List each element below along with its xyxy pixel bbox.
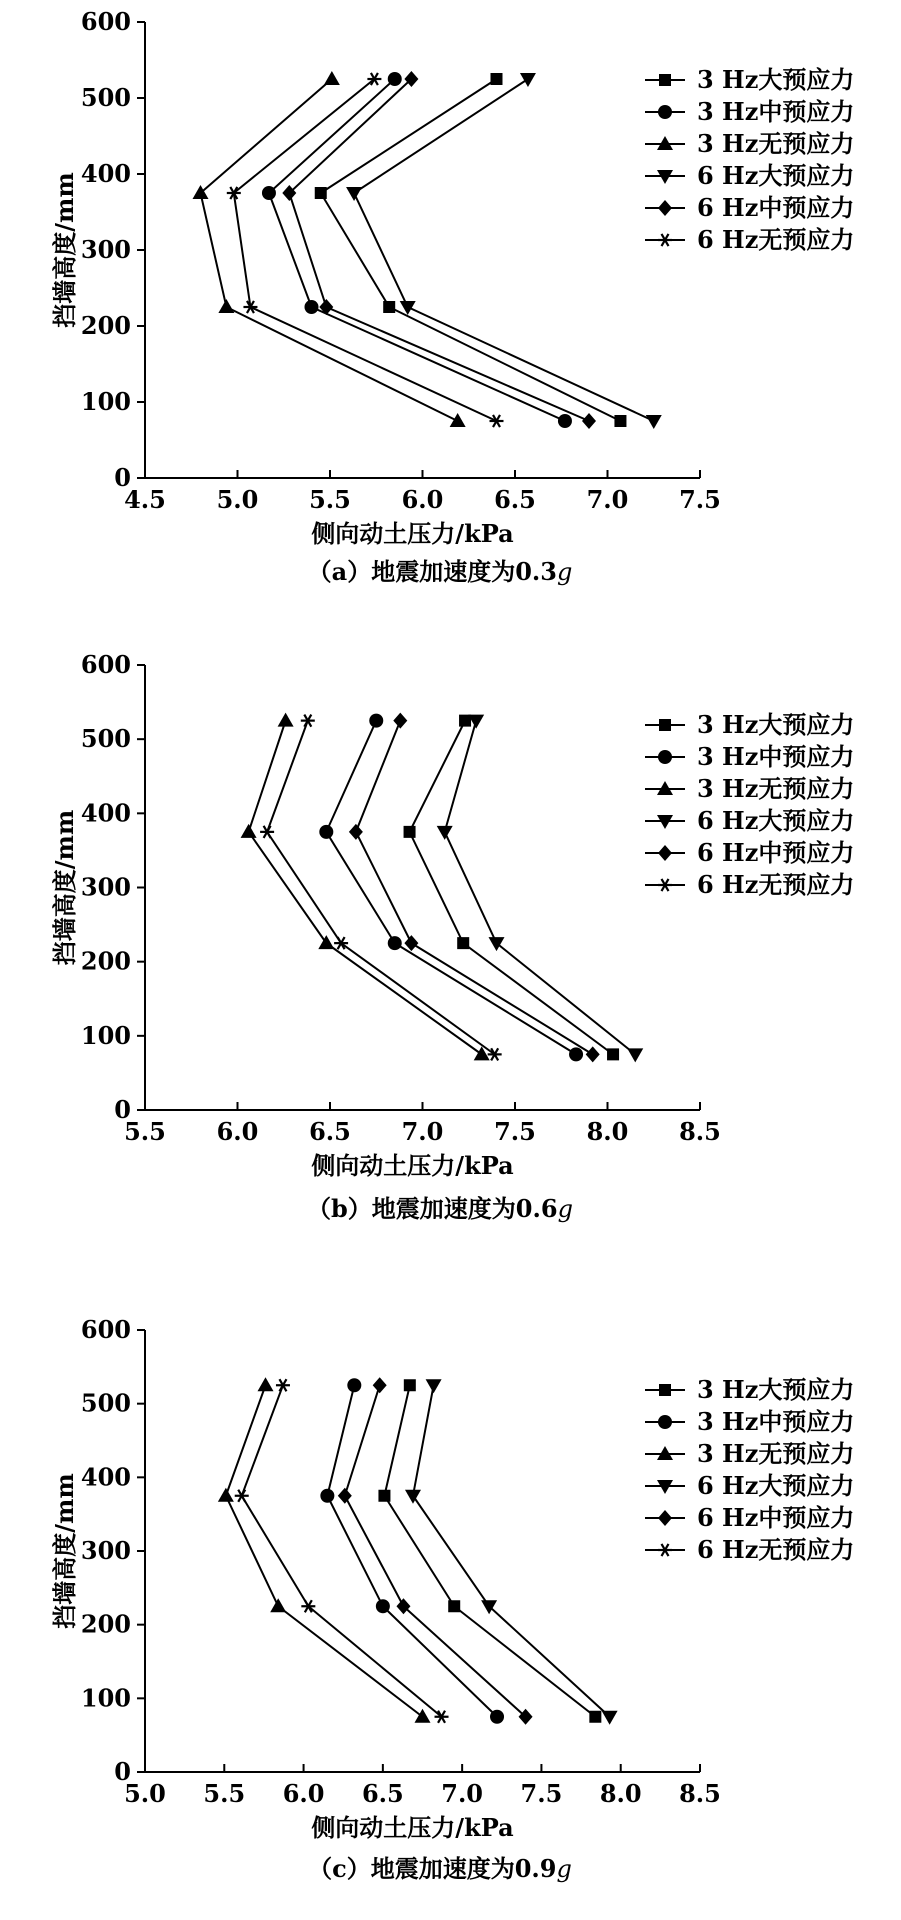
- data-point: [270, 1598, 286, 1612]
- legend-entry: [645, 1439, 854, 1468]
- x-tick-label: 6.0: [216, 1117, 259, 1146]
- data-point: [457, 937, 469, 949]
- caption-text: （b）地震加速度为0.6: [307, 1194, 558, 1223]
- caption-text: （c）地震加速度为0.9: [308, 1854, 557, 1883]
- y-tick-label: 500: [80, 724, 131, 754]
- x-axis-label: 侧向动土压力/kPa: [311, 1151, 514, 1180]
- legend-marker: [658, 1510, 672, 1526]
- data-point: [373, 1377, 387, 1393]
- legend-label: 3 Hz无预应力: [697, 129, 855, 158]
- data-point: [450, 413, 466, 427]
- data-point: [383, 301, 395, 313]
- y-tick-label: 600: [80, 650, 131, 679]
- legend-entry: [645, 161, 854, 190]
- legend-marker: [658, 200, 672, 216]
- chart-panel-a: [50, 7, 854, 586]
- legend-label: 3 Hz无预应力: [697, 1439, 855, 1468]
- data-point: [376, 1599, 390, 1613]
- series-line: [354, 79, 654, 421]
- y-tick-label: 300: [80, 235, 131, 264]
- legend-entry: [645, 870, 854, 899]
- caption-italic-g: g: [556, 1855, 572, 1883]
- data-point: [346, 187, 362, 201]
- data-point: [404, 826, 416, 838]
- y-tick-label: 0: [114, 1095, 131, 1124]
- data-point: [607, 1048, 619, 1060]
- data-point: [347, 1378, 361, 1392]
- legend-entry: [645, 806, 854, 835]
- legend-label: 6 Hz无预应力: [697, 225, 855, 254]
- y-tick-label: 400: [80, 159, 131, 188]
- legend: [645, 1375, 854, 1564]
- data-point: [320, 1489, 334, 1503]
- series-2: [218, 1377, 431, 1723]
- x-tick-label: 6.5: [361, 1779, 404, 1808]
- data-point: [582, 413, 596, 429]
- data-point: [218, 1488, 234, 1502]
- x-tick-label: 7.5: [520, 1779, 563, 1808]
- legend-entry: [645, 1535, 854, 1564]
- data-point: [315, 187, 327, 199]
- series-line: [345, 1385, 526, 1717]
- data-point: [349, 824, 363, 840]
- legend-marker: [659, 74, 671, 86]
- legend-label: 3 Hz中预应力: [697, 742, 855, 771]
- y-tick-label: 400: [80, 1462, 131, 1492]
- data-point: [276, 1379, 290, 1391]
- series-3: [437, 715, 644, 1063]
- legend-entry: [645, 193, 854, 222]
- legend-entry: [645, 710, 854, 739]
- series-line: [356, 721, 593, 1055]
- data-point: [262, 186, 276, 200]
- legend-label: 6 Hz大预应力: [697, 1471, 855, 1500]
- series-line: [413, 1385, 610, 1717]
- data-point: [318, 935, 334, 949]
- y-tick-label: 0: [114, 463, 131, 492]
- data-point: [393, 713, 407, 729]
- legend-label: 6 Hz中预应力: [697, 1503, 855, 1532]
- y-tick-label: 600: [80, 1315, 131, 1344]
- data-point: [319, 299, 333, 315]
- x-tick-label: 8.0: [586, 1117, 629, 1146]
- legend-label: 3 Hz大预应力: [697, 710, 855, 739]
- series-3: [405, 1379, 618, 1725]
- legend: [645, 65, 854, 254]
- legend-label: 3 Hz大预应力: [697, 65, 855, 94]
- series-line: [445, 721, 636, 1055]
- legend-marker: [658, 879, 672, 891]
- legend-marker: [658, 1544, 672, 1556]
- legend-label: 6 Hz中预应力: [697, 193, 855, 222]
- data-point: [241, 824, 257, 838]
- x-tick-label: 8.0: [599, 1779, 642, 1808]
- data-point: [404, 1379, 416, 1391]
- legend-entry: [645, 838, 854, 867]
- series-0: [404, 715, 620, 1061]
- data-point: [614, 415, 626, 427]
- legend-entry: [645, 1375, 854, 1404]
- legend-label: 6 Hz无预应力: [697, 870, 855, 899]
- x-axis-label: 侧向动土压力/kPa: [311, 1813, 514, 1842]
- x-tick-label: 7.0: [586, 485, 629, 514]
- legend-label: 6 Hz中预应力: [697, 838, 855, 867]
- legend-marker: [658, 234, 672, 246]
- series-4: [349, 713, 600, 1063]
- x-tick-label: 8.5: [679, 1117, 721, 1146]
- y-axis-label: 挡墙高度/mm: [50, 809, 79, 966]
- y-tick-label: 100: [80, 1683, 131, 1713]
- data-point: [324, 71, 340, 85]
- x-tick-label: 5.5: [309, 485, 351, 514]
- data-point: [491, 73, 503, 85]
- legend-entry: [645, 65, 854, 94]
- x-tick-label: 5.0: [216, 485, 259, 514]
- x-tick-label: 5.5: [203, 1779, 246, 1808]
- data-point: [235, 1490, 249, 1502]
- data-point: [388, 72, 402, 86]
- data-point: [602, 1711, 618, 1725]
- legend-marker: [658, 1415, 672, 1429]
- data-point: [319, 825, 333, 839]
- legend-entry: [645, 129, 854, 158]
- y-tick-label: 200: [80, 946, 131, 976]
- data-point: [586, 1046, 600, 1062]
- legend-marker: [659, 1384, 671, 1396]
- panel-caption: [308, 1854, 572, 1883]
- legend-entry: [645, 97, 854, 126]
- series-line: [384, 1385, 595, 1717]
- x-tick-label: 7.0: [441, 1779, 484, 1808]
- chart-panel-b: [50, 650, 854, 1223]
- series-4: [338, 1377, 533, 1725]
- data-point: [589, 1711, 601, 1723]
- legend-entry: [645, 774, 854, 803]
- data-point: [260, 826, 274, 838]
- x-tick-label: 6.0: [401, 485, 444, 514]
- legend-marker: [658, 845, 672, 861]
- legend-label: 6 Hz大预应力: [697, 161, 855, 190]
- legend-label: 3 Hz大预应力: [697, 1375, 855, 1404]
- data-point: [646, 415, 662, 429]
- x-axis-label: 侧向动土压力/kPa: [311, 519, 514, 548]
- panel-caption: [308, 557, 573, 586]
- series-1: [319, 714, 583, 1062]
- y-tick-label: 200: [80, 1609, 131, 1639]
- data-point: [405, 1490, 421, 1504]
- legend-entry: [645, 1503, 854, 1532]
- x-tick-label: 5.5: [124, 1117, 166, 1146]
- data-point: [490, 1710, 504, 1724]
- y-tick-label: 400: [80, 798, 131, 828]
- data-point: [415, 1709, 431, 1723]
- data-point: [258, 1377, 274, 1391]
- legend-label: 6 Hz无预应力: [697, 1535, 855, 1564]
- y-tick-label: 0: [114, 1757, 131, 1786]
- caption-italic-g: g: [557, 1195, 573, 1223]
- legend-entry: [645, 225, 854, 254]
- data-point: [448, 1600, 460, 1612]
- data-point: [378, 1490, 390, 1502]
- data-point: [558, 414, 572, 428]
- series-line: [326, 721, 576, 1055]
- legend-label: 3 Hz无预应力: [697, 774, 855, 803]
- x-tick-label: 6.5: [309, 1117, 351, 1146]
- y-tick-label: 500: [80, 1388, 131, 1418]
- legend-label: 3 Hz中预应力: [697, 1407, 855, 1436]
- legend-entry: [645, 1471, 854, 1500]
- y-tick-label: 300: [80, 1536, 131, 1565]
- legend-entry: [645, 742, 854, 771]
- data-point: [301, 715, 315, 727]
- data-point: [627, 1048, 643, 1062]
- series-4: [282, 71, 596, 429]
- x-tick-label: 4.5: [124, 485, 166, 514]
- legend-label: 3 Hz中预应力: [697, 97, 855, 126]
- x-tick-label: 7.5: [494, 1117, 536, 1146]
- y-axis-label: 挡墙高度/mm: [50, 172, 79, 328]
- legend: [645, 710, 854, 899]
- data-point: [404, 935, 418, 951]
- y-tick-label: 100: [80, 1020, 131, 1050]
- legend-marker: [659, 719, 671, 731]
- chart-panel-c: [50, 1315, 854, 1883]
- series-line: [226, 1385, 423, 1717]
- caption-italic-g: g: [556, 558, 573, 586]
- caption-text: （a）地震加速度为0.3: [307, 557, 557, 586]
- x-tick-label: 7.0: [401, 1117, 444, 1146]
- x-tick-label: 5.0: [124, 1779, 166, 1808]
- data-point: [489, 937, 505, 951]
- data-point: [426, 1379, 442, 1393]
- legend-marker: [658, 750, 672, 764]
- y-tick-label: 600: [80, 7, 131, 36]
- y-tick-label: 300: [80, 872, 131, 902]
- data-point: [305, 300, 319, 314]
- y-tick-label: 100: [80, 387, 131, 416]
- series-5: [235, 1379, 449, 1723]
- x-tick-label: 8.5: [679, 1779, 721, 1808]
- y-axis-label: 挡墙高度/mm: [50, 1473, 79, 1629]
- y-tick-label: 200: [80, 311, 131, 340]
- x-tick-label: 6.5: [494, 485, 536, 514]
- data-point: [490, 415, 504, 427]
- data-point: [278, 713, 294, 727]
- series-3: [346, 73, 662, 429]
- legend-entry: [645, 1407, 854, 1436]
- data-point: [388, 936, 402, 950]
- data-point: [338, 1488, 352, 1504]
- y-tick-label: 500: [80, 83, 131, 112]
- data-point: [569, 1047, 583, 1061]
- legend-marker: [658, 105, 672, 119]
- x-tick-label: 6.0: [282, 1779, 325, 1808]
- series-0: [378, 1379, 601, 1723]
- series-5: [260, 715, 502, 1061]
- x-tick-label: 7.5: [679, 485, 721, 514]
- legend-label: 6 Hz大预应力: [697, 806, 855, 835]
- data-point: [520, 73, 536, 87]
- series-2: [241, 713, 490, 1061]
- series-line: [249, 721, 482, 1055]
- panel-caption: [307, 1194, 573, 1223]
- data-point: [218, 299, 234, 313]
- data-point: [369, 714, 383, 728]
- data-point: [437, 826, 453, 840]
